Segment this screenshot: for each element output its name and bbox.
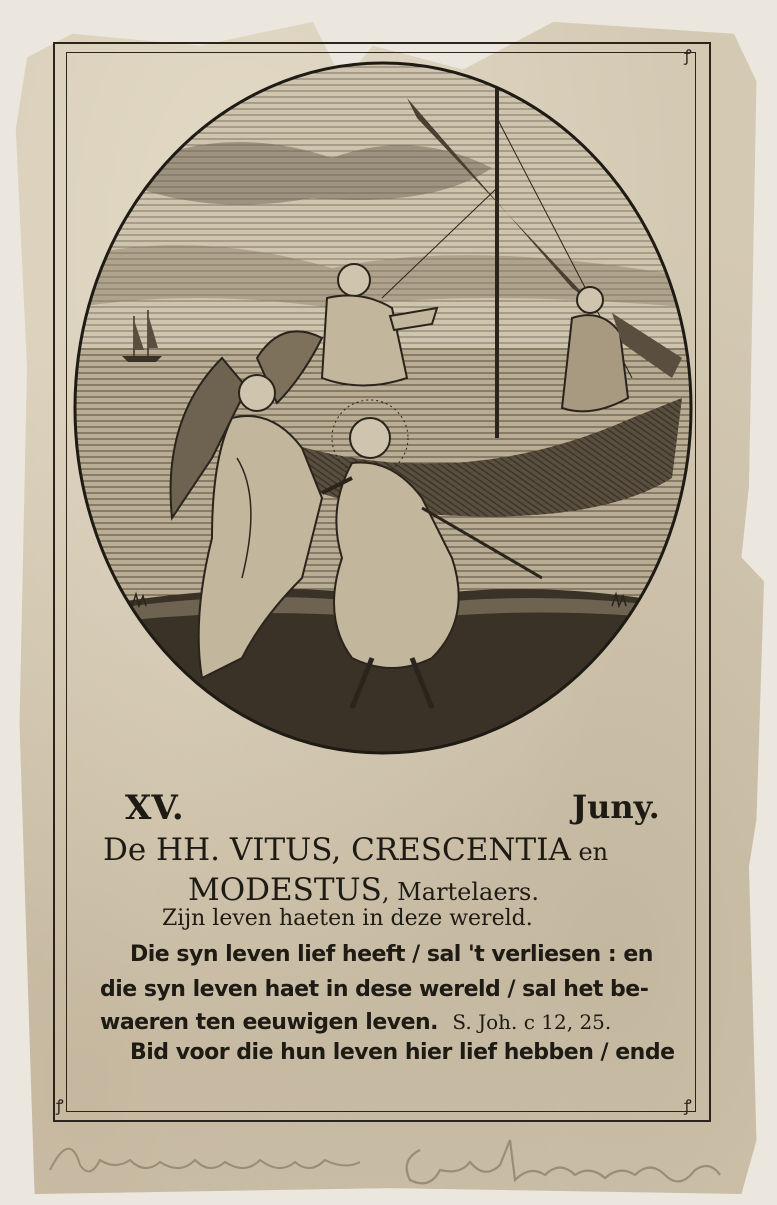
- title-line2-main: MODESTUS: [188, 872, 382, 908]
- title-line2-sub: , Martelaers.: [381, 878, 539, 906]
- title-conjunction: en: [570, 838, 609, 866]
- verse-line-3: [100, 1010, 611, 1035]
- verse-line-4: Bid voor die hun leven hier lief hebben / ende: [130, 1040, 675, 1065]
- motto: Zijn leven haeten in deze wereld.: [162, 906, 533, 931]
- title-prefix: De HH.: [103, 832, 230, 868]
- handwritten-signature: [40, 1120, 740, 1200]
- verse-line-2: die syn leven haet in dese wereld / sal het be-: [100, 977, 649, 1002]
- corner-ornament-br: ꝭ: [684, 1096, 692, 1115]
- engraving-illustration: [72, 58, 694, 758]
- title-line-2: [188, 872, 539, 908]
- verse-line-1: Die syn leven lief heeft / sal 't verliesen : en: [130, 942, 653, 967]
- title-saints: VITUS, CRESCENTIA: [229, 832, 571, 868]
- corner-ornament-tr: ꝭ: [684, 46, 692, 65]
- month-label: Juny.: [572, 788, 660, 826]
- verse-reference: S. Joh. c 12, 25.: [452, 1010, 612, 1034]
- verse-line-3-text: waeren ten eeuwigen leven.: [100, 1010, 439, 1035]
- title-line-1: [103, 832, 608, 868]
- corner-ornament-bl: ꝭ: [56, 1096, 64, 1115]
- day-number: XV.: [125, 788, 184, 828]
